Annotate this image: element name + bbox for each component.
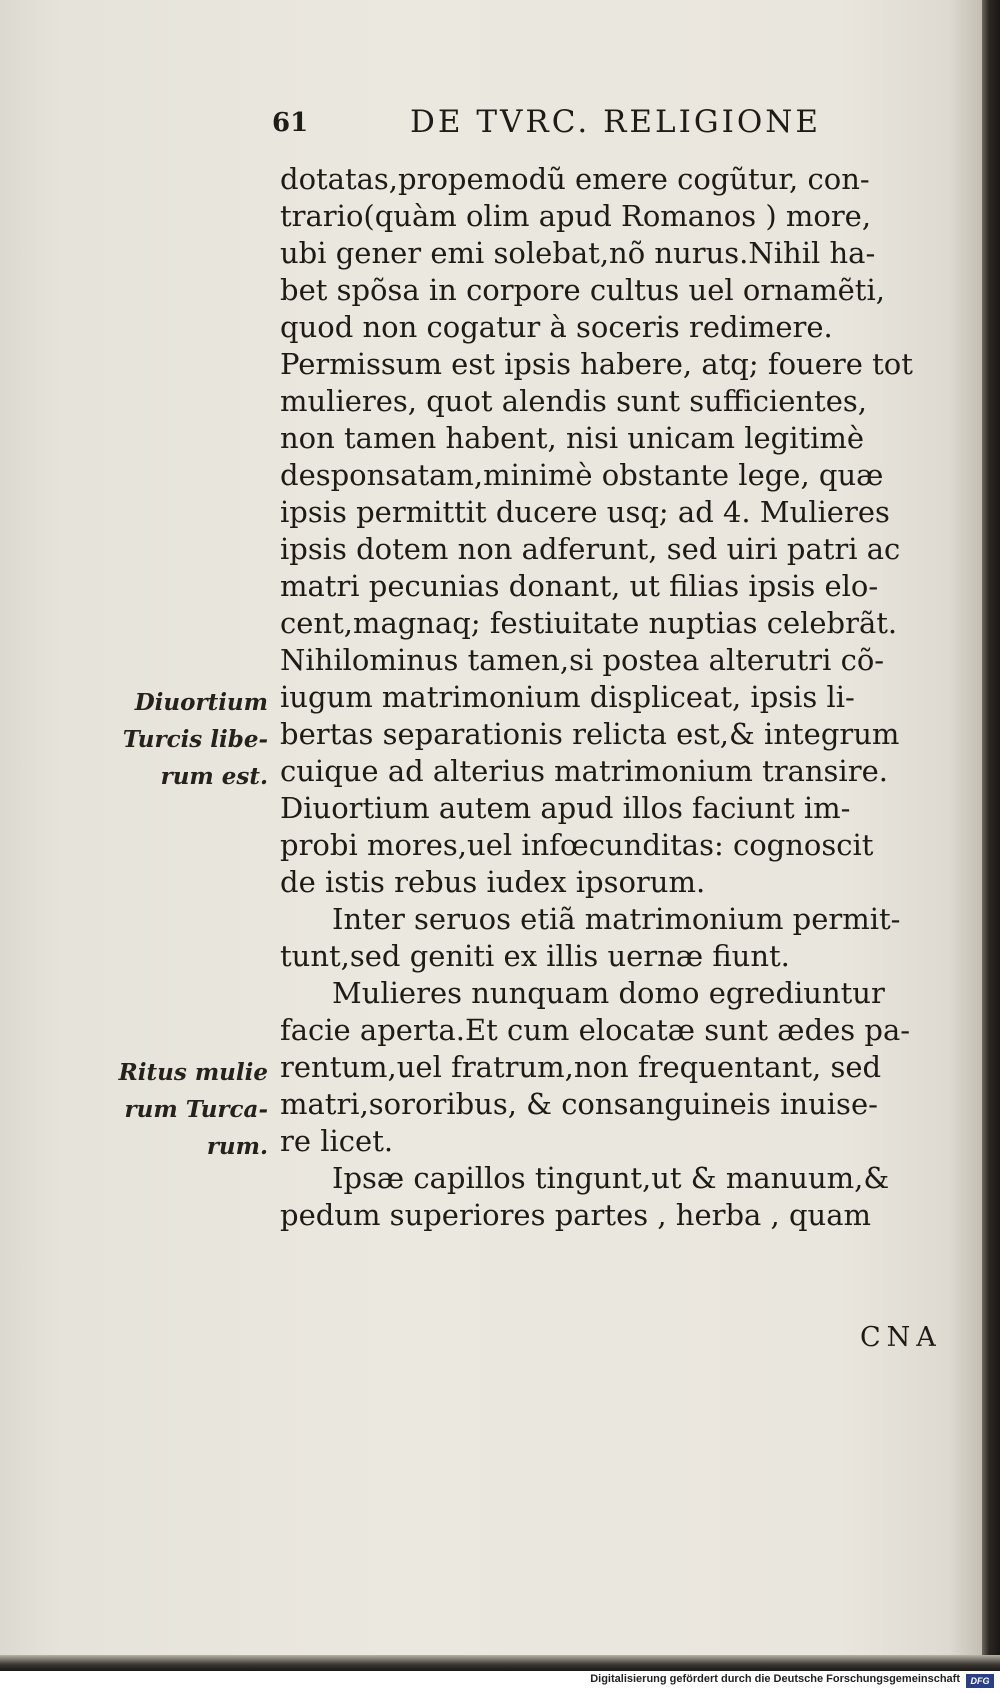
text-line: re licet. xyxy=(280,1124,394,1158)
text-line: facie aperta.Et cum elocatæ sunt ædes pa- xyxy=(280,1013,911,1047)
text-line: matri,sororibus, & consanguineis inuise- xyxy=(280,1087,878,1121)
text-line: rentum,uel fratrum,non frequentant, sed xyxy=(280,1050,882,1084)
marginal-note: rum est. xyxy=(160,763,268,790)
book-edge-shadow xyxy=(982,0,1000,1665)
text-line: ipsis permittit ducere usq; ad 4. Mulieres xyxy=(280,495,890,529)
bottom-edge-shadow xyxy=(0,1655,1000,1671)
marginal-note: rum. xyxy=(206,1133,268,1160)
text-line: probi mores,uel infœcunditas: cognoscit xyxy=(280,828,874,862)
text-line: bertas separationis relicta est,& integrum xyxy=(280,717,900,751)
running-title: DE TVRC. RELIGIONE xyxy=(410,104,822,140)
text-line: cuique ad alterius matrimonium transire. xyxy=(280,754,888,788)
text-line: tunt,sed geniti ex illis uernæ fiunt. xyxy=(280,939,790,973)
catchword: CNA xyxy=(860,1322,942,1353)
funding-credit: Digitalisierung gefördert durch die Deutsche Forschungsgemeinschaft xyxy=(590,1673,960,1685)
marginal-note: Diuortium xyxy=(134,689,268,716)
page-number: 61 xyxy=(272,108,309,138)
footer-bar xyxy=(0,1671,1000,1693)
text-line: iugum matrimonium displiceat, ipsis li- xyxy=(280,680,855,714)
text-line: cent,magnaq; festiuitate nuptias celebrãt. xyxy=(280,606,898,640)
text-line: de istis rebus iudex ipsorum. xyxy=(280,865,706,899)
text-line: Mulieres nunquam domo egrediuntur xyxy=(332,976,885,1010)
text-line: Diuortium autem apud illos faciunt im- xyxy=(280,791,851,825)
text-line: Permissum est ipsis habere, atq; fouere tot xyxy=(280,347,913,381)
text-line: bet spõsa in corpore cultus uel ornamẽti, xyxy=(280,273,885,307)
text-line: dotatas,propemodũ emere cogũtur, con- xyxy=(280,162,870,196)
text-line: Ipsæ capillos tingunt,ut & manuum,& xyxy=(332,1161,890,1195)
dfg-logo-icon: DFG xyxy=(966,1674,994,1688)
marginal-note: Turcis libe- xyxy=(122,726,268,753)
marginal-note: rum Turca- xyxy=(124,1096,268,1123)
text-line: mulieres, quot alendis sunt sufficientes, xyxy=(280,384,867,418)
text-line: non tamen habent, nisi unicam legitimè xyxy=(280,421,865,455)
marginal-note: Ritus mulie xyxy=(118,1059,268,1086)
text-line: ubi gener emi solebat,nõ nurus.Nihil ha- xyxy=(280,236,876,270)
text-line: Inter seruos etiã matrimonium permit- xyxy=(332,902,901,936)
running-head xyxy=(270,104,840,150)
text-line: desponsatam,minimè obstante lege, quæ xyxy=(280,458,884,492)
text-line: Nihilominus tamen,si postea alterutri cõ- xyxy=(280,643,885,677)
text-line: pedum superiores partes , herba , quam xyxy=(280,1198,872,1232)
text-line: matri pecunias donant, ut filias ipsis elo- xyxy=(280,569,879,603)
text-line: ipsis dotem non adferunt, sed uiri patri ac xyxy=(280,532,901,566)
text-line: trario(quàm olim apud Romanos ) more, xyxy=(280,199,872,233)
text-line: quod non cogatur à soceris redimere. xyxy=(280,310,833,344)
